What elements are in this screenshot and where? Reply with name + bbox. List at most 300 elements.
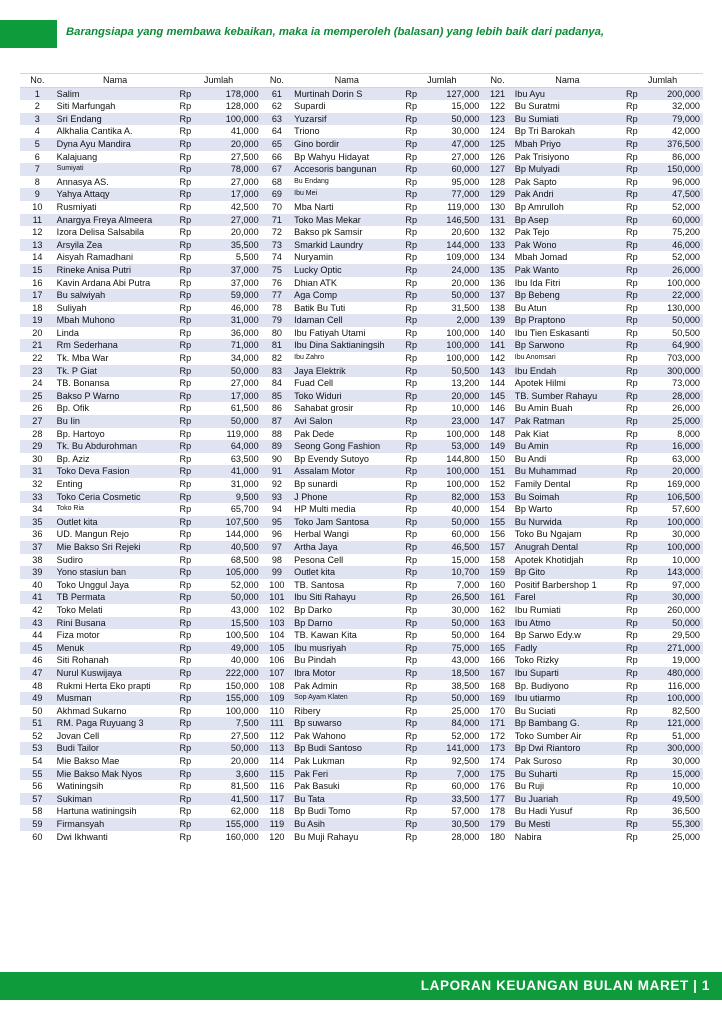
currency-label: Rp: [401, 415, 424, 428]
row-number: 25: [20, 390, 55, 403]
row-number: 100: [269, 579, 285, 590]
row-number: 31: [20, 465, 55, 478]
currency-label: Rp: [405, 176, 418, 187]
currency-label: Rp: [176, 339, 204, 352]
row-number: 14: [32, 252, 43, 263]
donor-name: Mie Bakso Mak Nyos: [55, 768, 176, 781]
donation-amount: 82,000: [425, 491, 483, 504]
donation-amount: 30,000: [451, 604, 480, 615]
donation-amount: 49,000: [204, 642, 262, 655]
donation-amount: 51,000: [672, 730, 700, 741]
table-row: [20, 239, 703, 252]
table-row: [20, 214, 703, 227]
donor-name: Bp Warto: [514, 504, 553, 515]
currency-label: Rp: [626, 101, 638, 112]
donation-amount: 23,000: [425, 415, 483, 428]
table-header-row: [20, 74, 703, 88]
currency-label: Rp: [626, 302, 638, 313]
currency-label: Rp: [626, 479, 638, 489]
donation-amount: 20,000: [425, 390, 483, 403]
currency-label: Rp: [626, 378, 638, 389]
row-number: 140: [489, 327, 506, 338]
currency-label: Rp: [405, 453, 418, 464]
table-row: [20, 793, 703, 806]
donor-name: Suliyah: [56, 302, 87, 313]
donor-name: Pak Dede: [294, 428, 335, 439]
row-number: 24: [32, 378, 43, 389]
donor-name: Kalajuang: [56, 151, 98, 162]
row-number: 65: [262, 138, 292, 151]
row-number: 44: [32, 630, 43, 641]
row-number: 98: [271, 554, 282, 565]
donation-amount: 27,000: [451, 151, 480, 162]
donor-name: Bu Atun: [514, 302, 547, 313]
table-row: [20, 831, 703, 844]
currency-label: Rp: [176, 768, 204, 781]
table-row: [20, 138, 703, 151]
row-number: 35: [20, 516, 55, 529]
row-number: 85: [262, 390, 292, 403]
donation-amount: 50,000: [425, 516, 483, 529]
table-row: [20, 226, 703, 239]
donor-name: Sri Endang: [55, 113, 176, 126]
currency-label: Rp: [405, 554, 418, 565]
donor-name: Idaman Cell: [292, 314, 401, 327]
donor-name: Nurul Kuswijaya: [55, 667, 176, 680]
currency-label: Rp: [179, 453, 192, 464]
donation-amount: 30,000: [451, 126, 480, 137]
row-number: 42: [32, 604, 43, 615]
donation-amount: 200,000: [645, 87, 703, 100]
row-number: 55: [20, 768, 55, 781]
donor-name: Herbal Wangi: [294, 529, 349, 540]
donation-amount: 178,000: [204, 87, 262, 100]
donation-amount: 20,000: [451, 277, 480, 288]
currency-label: Rp: [622, 188, 645, 201]
donor-name: Pak Kiat: [514, 428, 549, 439]
donation-amount: 100,000: [225, 705, 259, 716]
donor-name: Ibu Anomsari: [514, 354, 556, 362]
currency-label: Rp: [626, 604, 638, 615]
currency-label: Rp: [405, 504, 418, 515]
donation-amount: 84,000: [425, 717, 483, 730]
table-row: [20, 654, 703, 667]
row-number: 3: [20, 113, 55, 126]
row-number: 26: [32, 403, 43, 414]
table-row: [20, 453, 703, 466]
donation-amount: 75,000: [425, 642, 483, 655]
row-number: 91: [262, 465, 292, 478]
table-row: [20, 163, 703, 176]
table-row: [20, 352, 703, 365]
donation-amount: 36,000: [230, 327, 259, 338]
donation-amount: 20,600: [451, 227, 480, 238]
row-number: 153: [482, 491, 512, 504]
table-row: [20, 541, 703, 554]
currency-label: Rp: [622, 365, 645, 378]
donation-amount: 30,000: [672, 529, 700, 540]
currency-label: Rp: [622, 390, 645, 403]
currency-label: Rp: [176, 491, 204, 504]
currency-label: Rp: [401, 667, 424, 680]
currency-label: Rp: [626, 730, 638, 741]
table-row: [20, 818, 703, 831]
donor-name: Ibu Ida Fitri: [514, 277, 561, 288]
donor-name: Pak Ratman: [513, 415, 622, 428]
row-number: 77: [262, 289, 292, 302]
table-row: [20, 768, 703, 781]
donation-amount: 376,500: [645, 138, 703, 151]
table-row: [20, 516, 703, 529]
row-number: 97: [262, 541, 292, 554]
row-number: 96: [271, 529, 282, 540]
currency-label: Rp: [176, 591, 204, 604]
row-number: 23: [20, 365, 55, 378]
donor-name: Rukmi Herta Eko prapti: [56, 680, 151, 691]
donation-amount: 100,000: [667, 277, 700, 288]
donation-amount: 155,000: [204, 692, 262, 705]
donation-amount: 27,000: [230, 378, 259, 389]
donor-name: Bu Suratmi: [514, 101, 560, 112]
row-number: 162: [489, 604, 506, 615]
currency-label: Rp: [405, 403, 418, 414]
row-number: 67: [262, 163, 292, 176]
donor-name: Pak Trisiyono: [514, 151, 570, 162]
currency-label: Rp: [405, 479, 418, 489]
row-number: 109: [262, 692, 292, 705]
donor-name: Bu Muji Rahayu: [294, 831, 359, 842]
currency-label: Rp: [401, 163, 424, 176]
currency-label: Rp: [626, 756, 638, 767]
row-number: 161: [482, 591, 512, 604]
donor-name: Ibu utiarmo: [513, 692, 622, 705]
donation-amount: 79,000: [645, 113, 703, 126]
donation-amount: 10,000: [672, 554, 700, 565]
currency-label: Rp: [179, 705, 192, 716]
row-number: 171: [482, 717, 512, 730]
table-row: [20, 201, 703, 214]
donation-amount: 60,000: [645, 214, 703, 227]
currency-label: Rp: [405, 227, 418, 238]
donation-amount: 7,500: [204, 717, 262, 730]
donor-name: Toko Mas Mekar: [292, 214, 401, 227]
donor-name: Bu Amin Buah: [514, 403, 573, 414]
donation-amount: 63,000: [672, 453, 700, 464]
currency-label: Rp: [401, 87, 424, 100]
donation-amount: 16,000: [645, 440, 703, 453]
donation-amount: 22,000: [645, 289, 703, 302]
donor-name: Mbah Jomad: [514, 252, 568, 263]
donor-name: Ibu Atmo: [513, 617, 622, 630]
currency-label: Rp: [179, 680, 192, 691]
donation-amount: 260,000: [667, 604, 700, 615]
row-number: 47: [20, 667, 55, 680]
currency-label: Rp: [176, 692, 204, 705]
row-number: 39: [20, 566, 55, 579]
currency-label: Rp: [622, 818, 645, 831]
table-row: [20, 705, 703, 718]
row-number: 32: [32, 479, 43, 489]
donation-amount: 121,000: [645, 717, 703, 730]
donation-amount: 20,000: [230, 756, 259, 767]
donor-name: Pak Admin: [294, 680, 338, 691]
donation-amount: 96,000: [672, 176, 700, 187]
donor-name: Ibu Ayu: [513, 87, 622, 100]
row-number: 150: [489, 453, 506, 464]
currency-label: Rp: [179, 277, 192, 288]
donor-name: Ibu Tien Eskasanti: [514, 327, 590, 338]
row-number: 117: [262, 793, 292, 806]
donor-name: Bp sunardi: [294, 479, 338, 489]
donation-amount: 144,000: [425, 239, 483, 252]
donor-name: Fuad Cell: [294, 378, 334, 389]
currency-label: Rp: [626, 327, 638, 338]
donation-amount: 5,500: [235, 252, 259, 263]
donor-name: TB. Sumber Rahayu: [513, 390, 622, 403]
donation-amount: 8,000: [677, 428, 700, 439]
header-no-1: No.: [20, 74, 55, 88]
currency-label: Rp: [405, 252, 418, 263]
row-number: 164: [489, 630, 506, 641]
donation-amount: 92,500: [451, 756, 480, 767]
currency-label: Rp: [626, 529, 638, 540]
table-row: [20, 617, 703, 630]
donation-amount: 50,000: [425, 113, 483, 126]
row-number: 105: [262, 642, 292, 655]
donation-amount: 17,000: [204, 390, 262, 403]
currency-label: Rp: [401, 642, 424, 655]
donation-amount: 60,000: [451, 529, 480, 540]
currency-label: Rp: [176, 742, 204, 755]
currency-label: Rp: [626, 176, 638, 187]
currency-label: Rp: [626, 252, 638, 263]
donor-name: Sumiyati: [55, 163, 176, 176]
donation-amount: 60,000: [451, 781, 480, 792]
donor-name: Toko Sumber Air: [514, 730, 582, 741]
donor-name: Alkhalia Cantika A.: [56, 126, 133, 137]
table-row: [20, 478, 703, 491]
currency-label: Rp: [401, 289, 424, 302]
donation-amount: 49,500: [645, 793, 703, 806]
currency-label: Rp: [626, 201, 638, 212]
currency-label: Rp: [176, 440, 204, 453]
donor-name: Avi Salon: [292, 415, 401, 428]
currency-label: Rp: [176, 113, 204, 126]
row-number: 157: [482, 541, 512, 554]
donor-name: TB. Santosa: [294, 579, 345, 590]
row-number: 4: [34, 126, 40, 137]
currency-label: Rp: [176, 289, 204, 302]
currency-label: Rp: [622, 289, 645, 302]
donor-name: Artha Jaya: [292, 541, 401, 554]
donation-amount: 61,500: [230, 403, 259, 414]
currency-label: Rp: [176, 390, 204, 403]
table-row: [20, 125, 703, 138]
table-row: [20, 390, 703, 403]
currency-label: Rp: [405, 756, 418, 767]
donor-name: Ribery: [294, 705, 321, 716]
donation-amount: 40,000: [230, 655, 259, 666]
donor-name: Anargya Freya Almeera: [55, 214, 176, 227]
currency-label: Rp: [179, 151, 192, 162]
currency-label: Rp: [176, 188, 204, 201]
currency-label: Rp: [176, 516, 204, 529]
donation-amount: 100,000: [645, 516, 703, 529]
table-row: [20, 591, 703, 604]
currency-label: Rp: [405, 277, 418, 288]
currency-label: Rp: [622, 667, 645, 680]
donor-name: Bu Soimah: [513, 491, 622, 504]
donation-amount: 59,000: [204, 289, 262, 302]
table-row: [20, 642, 703, 655]
donor-name: Ibu Suparti: [513, 667, 622, 680]
row-number: 56: [32, 781, 43, 792]
currency-label: Rp: [622, 692, 645, 705]
row-number: 43: [20, 617, 55, 630]
currency-label: Rp: [405, 201, 418, 212]
row-number: 170: [489, 705, 506, 716]
donor-name: Accesoris bangunan: [292, 163, 401, 176]
donation-amount: 7,000: [425, 768, 483, 781]
currency-label: Rp: [179, 655, 192, 666]
donor-name: Rusmiyati: [56, 201, 97, 212]
donation-amount: 143,000: [645, 566, 703, 579]
row-number: 126: [489, 151, 506, 162]
row-number: 19: [20, 314, 55, 327]
currency-label: Rp: [622, 415, 645, 428]
row-number: 9: [20, 188, 55, 201]
header-nama-3: Nama: [513, 74, 622, 88]
donor-name: Pak Wono: [513, 239, 622, 252]
currency-label: Rp: [405, 579, 418, 590]
donor-name: Dhian ATK: [294, 277, 337, 288]
row-number: 143: [482, 365, 512, 378]
row-number: 45: [20, 642, 55, 655]
donor-name: Pak Wahono: [294, 730, 346, 741]
currency-label: Rp: [626, 579, 638, 590]
donor-name: TB Permata: [55, 591, 176, 604]
currency-label: Rp: [176, 617, 204, 630]
currency-label: Rp: [401, 617, 424, 630]
row-number: 71: [262, 214, 292, 227]
donor-name: Bu Endang: [294, 177, 329, 185]
currency-label: Rp: [401, 591, 424, 604]
currency-label: Rp: [626, 781, 638, 792]
currency-label: Rp: [622, 465, 645, 478]
donation-amount: 27,000: [204, 214, 262, 227]
currency-label: Rp: [401, 566, 424, 579]
table-row: [20, 566, 703, 579]
donation-amount: 10,000: [451, 403, 480, 414]
donation-amount: 105,000: [204, 566, 262, 579]
donation-amount: 50,000: [425, 289, 483, 302]
table-body: [20, 87, 703, 843]
row-number: 102: [269, 604, 285, 615]
table-row: [20, 730, 703, 743]
row-number: 76: [271, 277, 282, 288]
currency-label: Rp: [401, 365, 424, 378]
donation-amount: 78,000: [204, 163, 262, 176]
currency-label: Rp: [401, 793, 424, 806]
donation-amount: 107,500: [204, 516, 262, 529]
row-number: 27: [20, 415, 55, 428]
donation-amount: 25,000: [672, 831, 700, 842]
donation-amount: 42,500: [230, 201, 259, 212]
currency-label: Rp: [401, 214, 424, 227]
donor-name: Ibu Mei: [292, 188, 401, 201]
currency-label: Rp: [405, 126, 418, 137]
donation-amount: 28,000: [645, 390, 703, 403]
donor-name: Bp Tri Barokah: [514, 126, 575, 137]
donor-name: Bu Juariah: [513, 793, 622, 806]
donor-name: Mie Bakso Mae: [56, 756, 120, 767]
donor-name: Rineke Anisa Putri: [55, 264, 176, 277]
currency-label: Rp: [401, 465, 424, 478]
donation-amount: 46,500: [425, 541, 483, 554]
currency-label: Rp: [626, 504, 638, 515]
donation-amount: 3,600: [204, 768, 262, 781]
table-row: [20, 402, 703, 415]
currency-label: Rp: [179, 579, 192, 590]
row-number: 113: [262, 742, 292, 755]
donation-amount: 47,500: [645, 188, 703, 201]
currency-label: Rp: [626, 831, 638, 842]
donation-amount: 20,000: [204, 138, 262, 151]
header-jumlah-3: Jumlah: [622, 74, 703, 88]
row-number: 159: [482, 566, 512, 579]
table-row: [20, 680, 703, 693]
donation-amount: 57,600: [672, 504, 700, 515]
donation-amount: 144,800: [446, 453, 480, 464]
donor-name: Bu Tata: [292, 793, 401, 806]
donor-name: Bu Pindah: [294, 655, 337, 666]
donation-amount: 141,000: [425, 742, 483, 755]
row-number: 129: [482, 188, 512, 201]
currency-label: Rp: [176, 667, 204, 680]
currency-label: Rp: [179, 781, 192, 792]
row-number: 132: [489, 227, 506, 238]
donor-name: Bp Bambang G.: [513, 717, 622, 730]
donor-name: Yuzarsif: [292, 113, 401, 126]
currency-label: Rp: [179, 252, 192, 263]
donation-amount: 128,000: [225, 101, 259, 112]
row-number: 155: [482, 516, 512, 529]
row-number: 80: [271, 327, 282, 338]
donor-name: Jaya Elektrik: [292, 365, 401, 378]
currency-label: Rp: [401, 541, 424, 554]
currency-label: Rp: [401, 516, 424, 529]
currency-label: Rp: [401, 239, 424, 252]
donor-name: Triono: [294, 126, 320, 137]
donation-amount: 95,000: [451, 176, 480, 187]
currency-label: Rp: [626, 680, 638, 691]
donor-name: Bakso P Warno: [55, 390, 176, 403]
donation-amount: 31,000: [204, 314, 262, 327]
currency-label: Rp: [176, 138, 204, 151]
donor-name: Mie Bakso Sri Rejeki: [55, 541, 176, 554]
currency-label: Rp: [626, 655, 638, 666]
currency-label: Rp: [405, 302, 418, 313]
donor-name: Ibu Rumiati: [514, 604, 561, 615]
donor-name: Bp Budi Santoso: [292, 742, 401, 755]
table-row: [20, 339, 703, 352]
header-accent-bar: [0, 20, 57, 48]
donor-name: Linda: [56, 327, 79, 338]
donation-amount: 2,000: [425, 314, 483, 327]
row-number: 172: [489, 730, 506, 741]
currency-label: Rp: [401, 339, 424, 352]
row-number: 13: [20, 239, 55, 252]
